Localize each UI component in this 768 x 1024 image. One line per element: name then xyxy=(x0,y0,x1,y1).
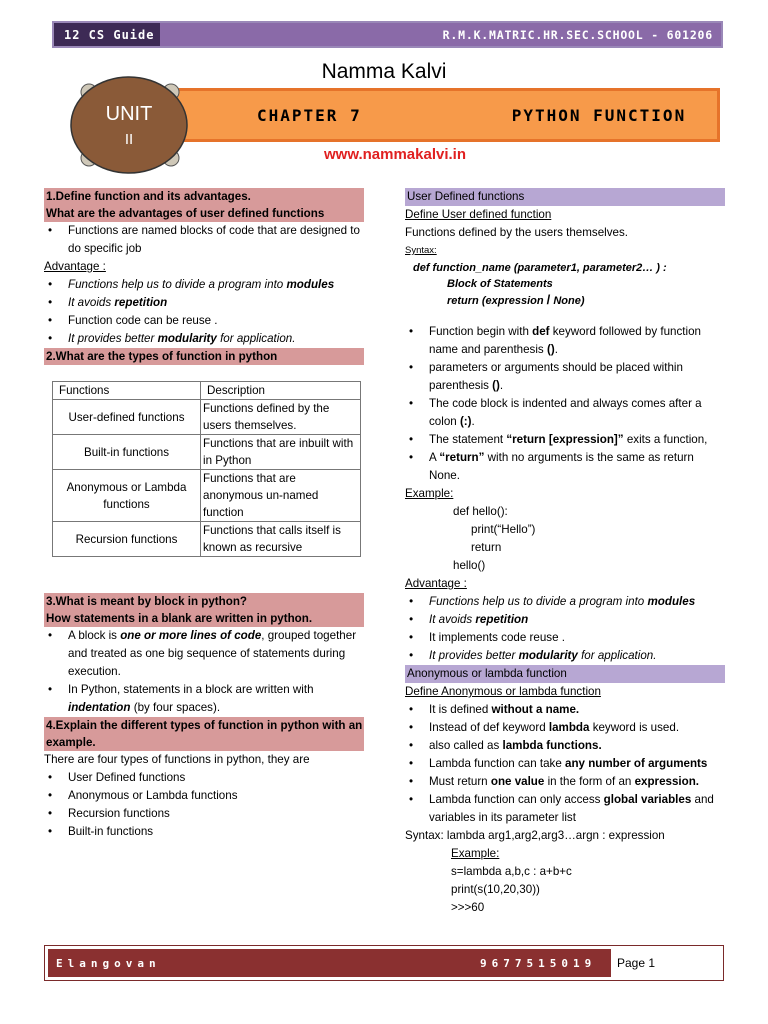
table-cell: User-defined functions xyxy=(53,400,201,435)
lambda-list xyxy=(405,701,725,827)
list-item: • Lambda function can take any number of arguments xyxy=(405,755,725,773)
user-defined-text: Functions defined by the users themselves. xyxy=(405,226,628,239)
website-link[interactable]: www.nammakalvi.in xyxy=(324,146,466,163)
page-number: Page 1 xyxy=(608,949,720,977)
list-item: • It is defined without a name. xyxy=(405,701,725,719)
table-cell: Built-in functions xyxy=(53,435,201,470)
question-1-line1: 1.Define function and its advantages. xyxy=(46,190,251,203)
syntax-line: Block of Statements xyxy=(447,278,553,290)
code-line: hello() xyxy=(453,559,486,572)
list-item: • It provides better modularity for application. xyxy=(44,330,364,348)
list-item: • Function begin with def keyword followed by function name and parenthesis (). xyxy=(405,323,725,359)
list-item: • It avoids repetition xyxy=(405,611,725,629)
list-item: • The code block is indented and always comes after a colon (:). xyxy=(405,395,725,431)
code-line: >>>60 xyxy=(451,901,485,914)
syntax-line: def function_name (parameter1, parameter2… ) : xyxy=(413,262,667,274)
question-3-line2: How statements in a blank are written in python. xyxy=(46,612,313,625)
table-header: Functions xyxy=(53,382,201,400)
table-header-row xyxy=(53,382,361,400)
table-header: Description xyxy=(201,382,361,400)
advantage-label: Advantage : xyxy=(44,260,106,273)
left-column xyxy=(44,188,364,841)
school-name: R.M.K.MATRIC.HR.SEC.SCHOOL - 601206 xyxy=(160,23,721,46)
list-item: • parameters or arguments should be placed within parenthesis (). xyxy=(405,359,725,395)
list-item: • Anonymous or Lambda functions xyxy=(44,787,364,805)
list-item: • Functions help us to divide a program into modules xyxy=(44,276,364,294)
question-3-heading xyxy=(44,593,364,627)
function-types-list xyxy=(44,769,364,841)
list-item: • User Defined functions xyxy=(44,769,364,787)
chapter-title: PYTHON FUNCTION xyxy=(511,105,687,125)
table-cell: Recursion functions xyxy=(53,522,201,557)
table-row xyxy=(53,470,361,522)
advantage-label: Advantage : xyxy=(405,577,467,590)
list-item: • It implements code reuse . xyxy=(405,629,725,647)
guide-label: 12 CS Guide xyxy=(64,27,155,42)
site-title: Namma Kalvi xyxy=(321,60,447,83)
list-item: • Lambda function can only access global variables and variables in its parameter list xyxy=(405,791,725,827)
example-label: Example: xyxy=(405,487,454,500)
advantage-list xyxy=(44,276,364,348)
advantage-list xyxy=(405,593,725,665)
list-item: • Built-in functions xyxy=(44,823,364,841)
right-column xyxy=(405,188,725,917)
user-defined-definition-label: Define User defined function xyxy=(405,208,552,221)
phone-number: 9677515019 xyxy=(480,956,597,970)
function-types-table xyxy=(52,381,361,557)
question-3-line1: 3.What is meant by block in python? xyxy=(46,595,247,608)
top-banner xyxy=(52,21,723,48)
list-item: • It avoids repetition xyxy=(44,294,364,312)
code-line: print(s(10,20,30)) xyxy=(451,883,540,896)
unit-number: II xyxy=(124,131,134,148)
table-cell: Functions that are inbuilt with in Python xyxy=(201,435,361,470)
code-line: def hello(): xyxy=(453,505,508,518)
question-4-heading: 4.Explain the different types of function in python with an example. xyxy=(46,719,363,749)
anonymous-definition-label: Define Anonymous or lambda function xyxy=(405,685,601,698)
page-footer xyxy=(44,945,724,981)
question-1-line2: What are the advantages of user defined functions xyxy=(46,207,325,220)
table-cell: Functions that are anonymous un-named function xyxy=(201,470,361,522)
list-item: • It provides better modularity for application. xyxy=(405,647,725,665)
list-item: • Function code can be reuse . xyxy=(44,312,364,330)
list-item: • In Python, statements in a block are written with indentation (by four spaces). xyxy=(44,681,364,717)
question-1-list xyxy=(44,222,364,258)
function-rules-list xyxy=(405,323,725,485)
table-row xyxy=(53,400,361,435)
table-cell: Anonymous or Lambda functions xyxy=(53,470,201,522)
code-line: print(“Hello”) xyxy=(471,523,536,536)
code-line: return xyxy=(471,541,502,554)
user-defined-heading: User Defined functions xyxy=(405,188,725,206)
unit-label: UNIT xyxy=(105,103,153,125)
list-item: • Instead of def keyword lambda keyword is used. xyxy=(405,719,725,737)
list-item: • Must return one value in the form of an expression. xyxy=(405,773,725,791)
code-line: s=lambda a,b,c : a+b+c xyxy=(451,865,572,878)
list-item: • Functions help us to divide a program into modules xyxy=(405,593,725,611)
list-item: • A “return” with no arguments is the same as return None. xyxy=(405,449,725,485)
list-item: • A block is one or more lines of code, grouped together and treated as one big sequence of statements during execution. xyxy=(44,627,364,681)
table-row xyxy=(53,435,361,470)
anonymous-heading: Anonymous or lambda function xyxy=(405,665,725,683)
question-2-heading: 2.What are the types of function in python xyxy=(44,348,364,365)
syntax-line: return (expression / None) xyxy=(447,292,585,307)
question-1-heading xyxy=(44,188,364,222)
chapter-label: CHAPTER 7 xyxy=(257,105,362,125)
list-item: • also called as lambda functions. xyxy=(405,737,725,755)
question-3-list xyxy=(44,627,364,717)
list-item: • The statement “return [expression]” exits a function, xyxy=(405,431,725,449)
list-item: • Recursion functions xyxy=(44,805,364,823)
question-4-intro: There are four types of functions in python, they are xyxy=(44,753,310,766)
lambda-syntax: Syntax: lambda arg1,arg2,arg3…argn : expression xyxy=(405,829,665,842)
chapter-banner xyxy=(172,88,720,142)
lambda-example-label: Example: xyxy=(451,847,500,860)
author-name: Elangovan xyxy=(56,956,161,970)
table-cell: Functions that calls itself is known as recursive xyxy=(201,522,361,557)
table-cell: Functions defined by the users themselves. xyxy=(201,400,361,435)
syntax-label: Syntax: xyxy=(405,245,437,256)
list-item: • Functions are named blocks of code that are designed to do specific job xyxy=(44,222,364,258)
table-row xyxy=(53,522,361,557)
